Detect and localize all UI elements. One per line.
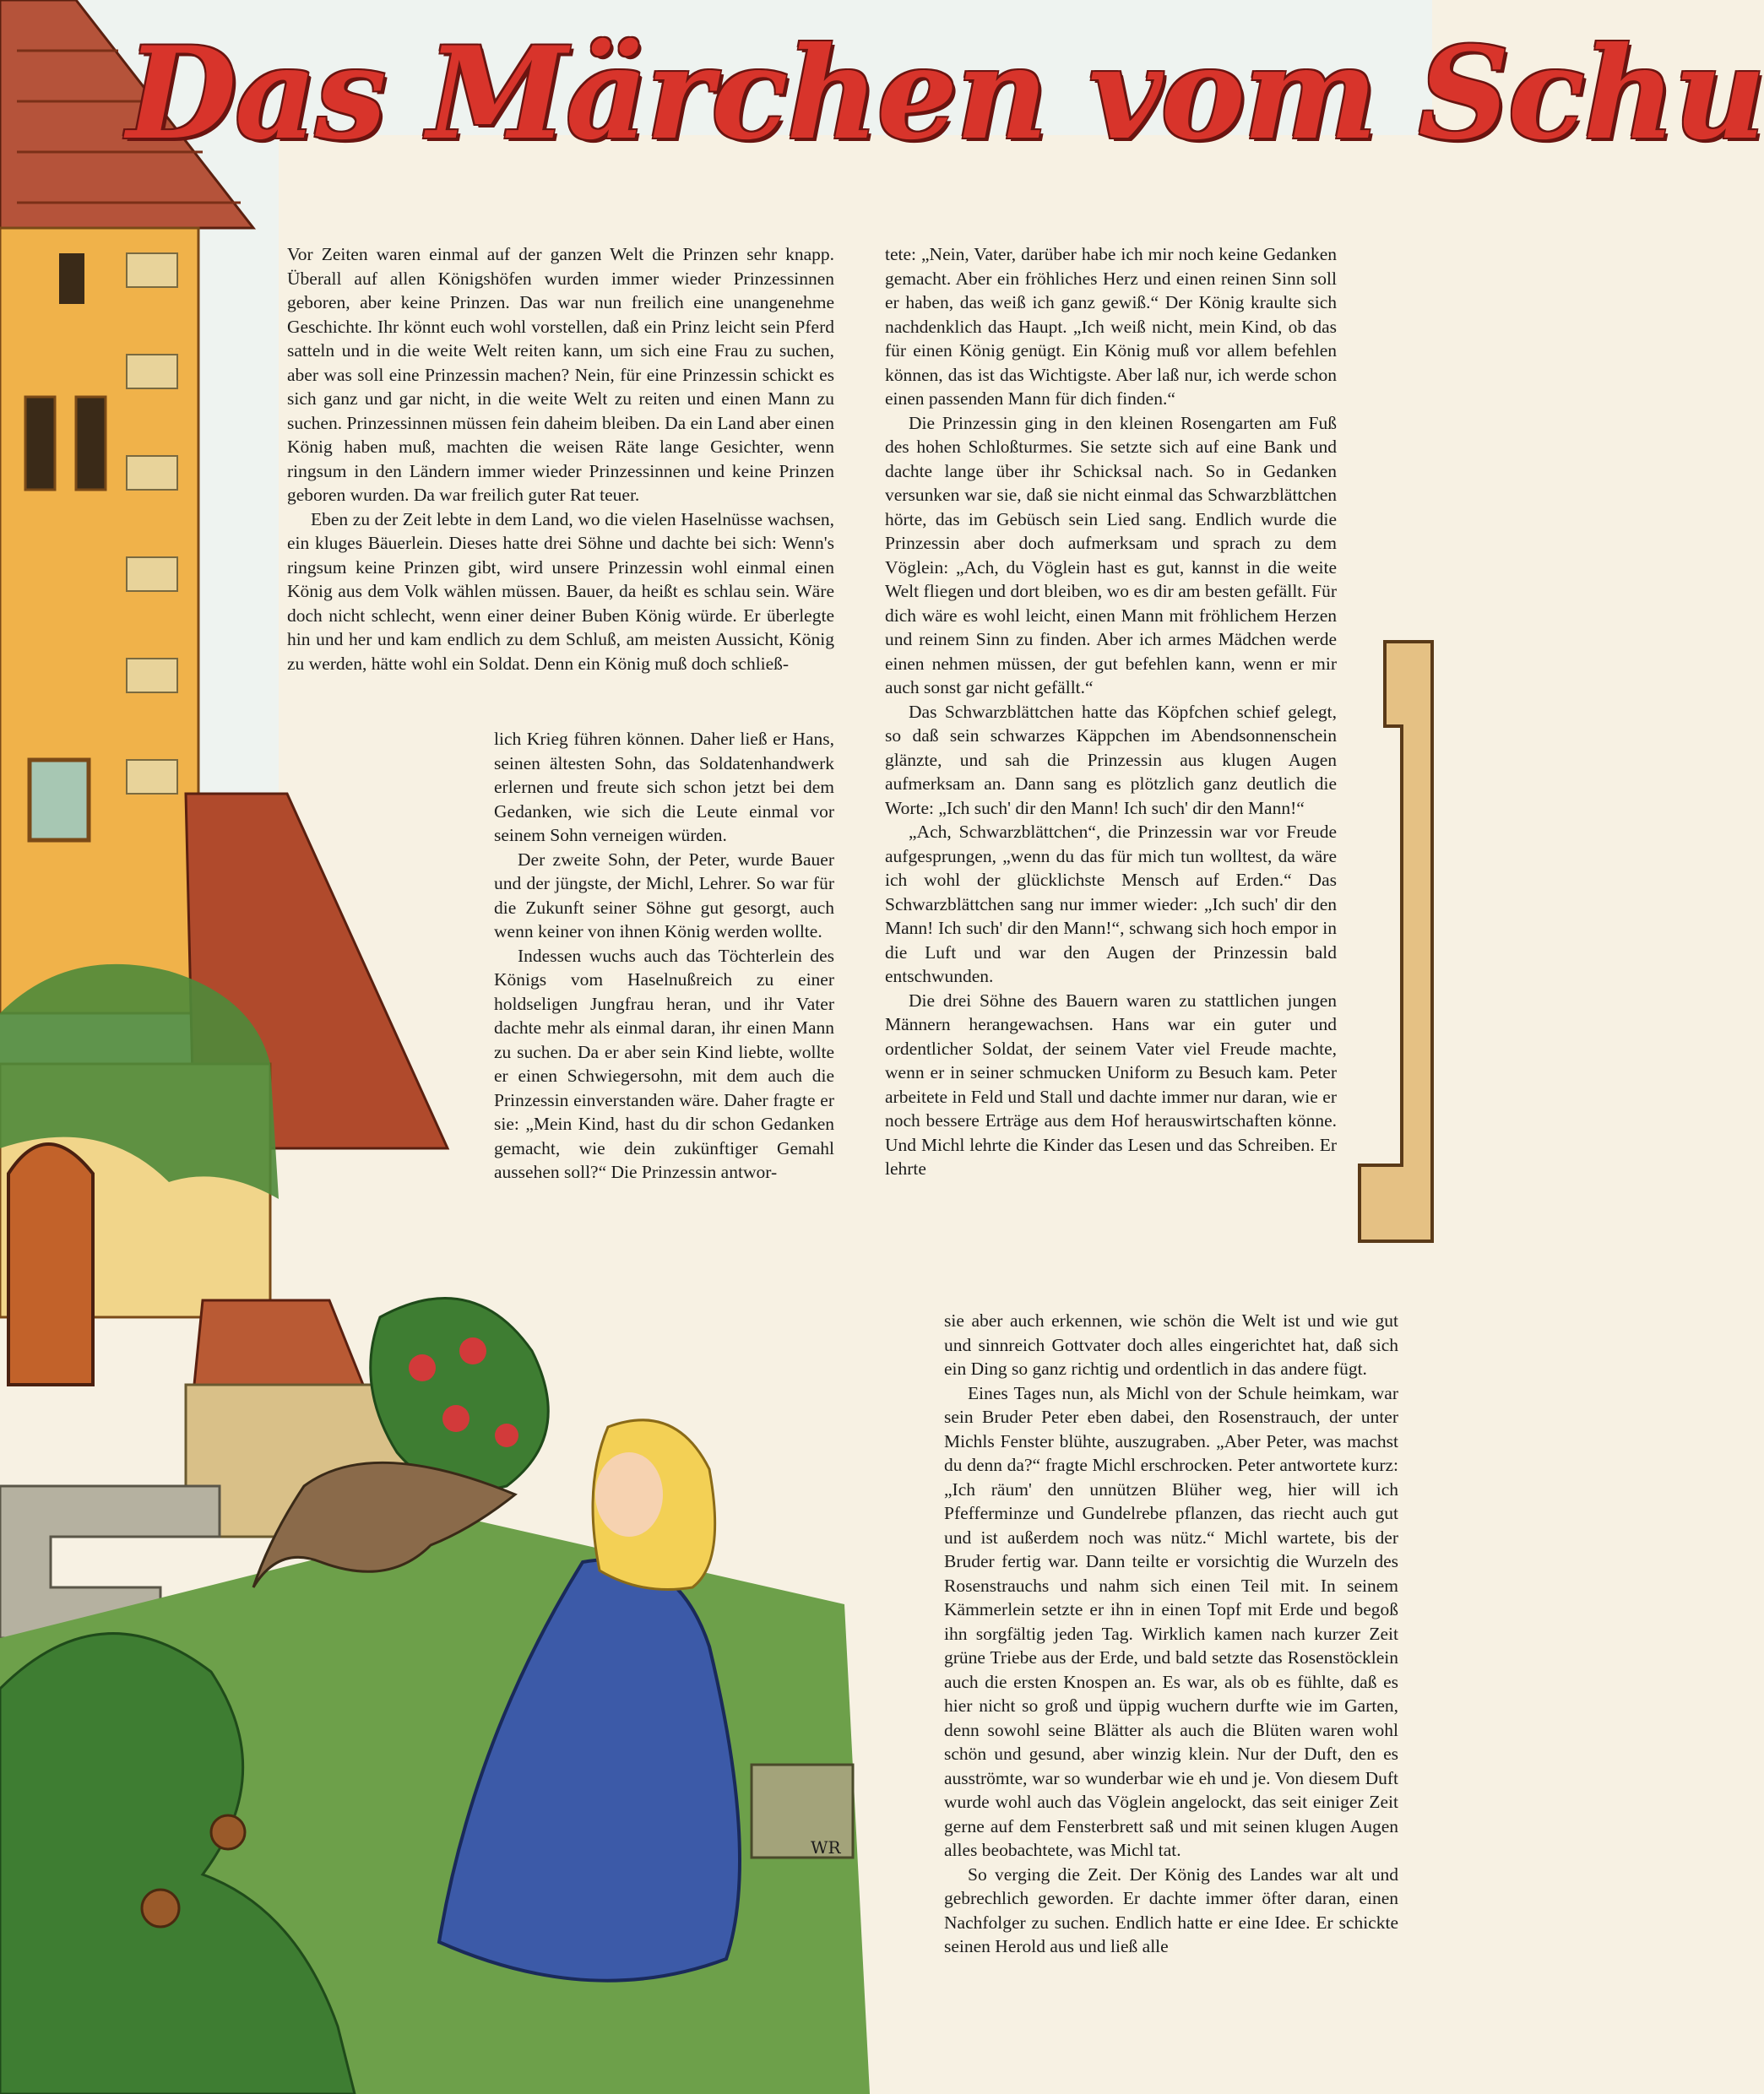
paragraph: Indessen wuchs auch das Töchterlein des Königs vom Haselnußreich zu einer holdseligen Jungfrau heran, und ihr Vater dachte mehr als einmal daran, ihr einen Mann zu suchen. Da er aber sein Kind liebte, wollte er einen Schwiegersohn, mit dem auch die Prinzessin einverstanden wäre. Daher fragte er sie: „Mein Kind, hast du dir schon Gedanken gemacht, wie dein zukünftiger Gemahl aussehen soll?“ Die Prinzessin antwor-	[494, 945, 834, 1182]
tower-wall	[0, 228, 198, 1013]
tower-window-small	[30, 760, 89, 840]
small-roof	[194, 1300, 363, 1385]
rose	[459, 1337, 486, 1364]
rose	[409, 1354, 436, 1381]
right-building	[1360, 642, 1432, 1241]
rose	[442, 1405, 469, 1432]
rose	[495, 1424, 518, 1447]
story-title: Das Märchen vom Schu	[127, 19, 1764, 168]
paragraph: lich Krieg führen können. Daher ließ er Hans, seinen ältesten Sohn, das Soldatenhandwerk erlernen und freute sich schon jetzt bei dem Gedanken, wie sich die Leute einmal vor seinem Sohn verneigen würden.	[494, 729, 834, 845]
princess-face	[595, 1452, 663, 1537]
hazelnut	[142, 1890, 179, 1927]
paragraph: tete: „Nein, Vater, darüber habe ich mir noch keine Gedanken gemacht. Aber ein fröhliches Herz und einen reinen Sinn soll er haben, das weiß ich ganz gewiß.“ Der König kraulte sich nachdenklich das Haupt. „Ich weiß nicht, mein Kind, ob das für einen König genügt. Ein König muß vor allem befehlen können, das ist das Wichtigste. Aber laß nur, ich werde schon einen passenden Mann für dich finden.“	[885, 244, 1337, 409]
artist-signature: WR	[811, 1837, 841, 1858]
paragraph: Das Schwarzblättchen hatte das Köpfchen schief gelegt, so daß sein schwarzes Käppchen im Abendsonnenschein glänzte, und sah die Prinzessin aus klugen Augen aufmerksam an. Dann sang es plötzlich ganz deutlich die Worte: „Ich such' dir den Mann! Ich such' dir den Mann!“	[885, 701, 1337, 818]
tower-window-top	[59, 253, 84, 304]
hazelnut	[211, 1815, 245, 1849]
paragraph: Vor Zeiten waren einmal auf der ganzen Welt die Prinzen sehr knapp. Überall auf allen Königshöfen wurden immer wieder Prinzessinnen geboren, aber keine Prinzen. Das war nun freilich eine unangenehme Geschichte. Ihr könnt euch wohl vorstellen, daß ein Prinz leicht sein Pferd satteln und in die weite Welt reiten kann, um sich eine Frau zu suchen, aber was soll eine Prinzessin machen? Nein, für eine Prinzessin schickt es sich ganz und gar nicht, in die weite Welt zu reiten und einen Mann zu suchen. Prinzessinnen müssen fein daheim bleiben. Da ein Land aber einen König haben muß, machten die weisen Räte lange Gesichter, wenn ringsum in den Ländern immer wieder Prinzessinnen und keine Prinzen geboren wurden. Da war freilich guter Rat teuer.	[287, 244, 834, 505]
paragraph: „Ach, Schwarzblättchen“, die Prinzessin war vor Freude aufgesprungen, „wenn du das für mich tun wolltest, da wäre ich wohl der glücklichste Mensch auf Erden.“ Das Schwarzblättchen sang nur immer wieder: „Ich such' dir den Mann! Ich such' dir den Mann!“, schwang sich hoch empor in die Luft und war den Augen der Prinzessin bald entschwunden.	[885, 822, 1337, 986]
text-column-left-top	[287, 242, 834, 675]
paragraph: So verging die Zeit. Der König des Landes war alt und gebrechlich geworden. Er dachte immer öfter daran, einen Nachfolger zu suchen. Endlich hatte er eine Idee. Er schickte seinen Herold aus und ließ alle	[944, 1863, 1398, 1956]
paragraph: Die Prinzessin ging in den kleinen Rosengarten am Fuß des hohen Schloßturmes. Sie setzte sich auf eine Bank und dachte lange über ihr Schicksal nach. So in Gedanken versunken war sie, daß sie nicht einmal das Schwarzblättchen hörte, das im Gebüsch sein Lied sang. Endlich wurde die Prinzessin aber doch aufmerksam und sprach zu dem Vöglein: „Ach, du Vöglein hast es gut, kannst in die weite Welt fliegen und dort bleiben, wo es dir am besten gefällt. Für dich wäre es wohl leicht, einen Mann mit fröhlichem Herzen und reinem Sinn zu finden. Aber ich armes Mädchen werde einen nehmen müssen, der gut befehlen kann, wenn er mir auch sonst gar nicht gefällt.“	[885, 412, 1337, 697]
paragraph: Eben zu der Zeit lebte in dem Land, wo die vielen Haselnüsse wachsen, ein kluges Bäuerlein. Dieses hatte drei Söhne und dachte bei sich: Wenn's ringsum keine Prinzen gibt, wird unsere Prinzessin wohl einmal einen König aus dem Volk wählen müssen. Bauer, da heißt es schlau sein. Wäre doch nicht schlecht, wenn einer deiner Buben König würde. Er überlegte hin und her und kam endlich zu dem Schluß, am meisten Aussicht, König zu werden, hätte wohl ein Soldat. Denn ein König muß doch schließ-	[287, 508, 834, 674]
door	[8, 1144, 93, 1385]
paragraph: Eines Tages nun, als Michl von der Schule heimkam, war sein Bruder Peter eben dabei, den Rosenstrauch, der unter Michls Fenster blühte, auszugraben. „Aber Peter, was machst du denn da?“ fragte Michl erschrocken. Peter antwortete kurz: „Ich räum' den unnützen Blüher weg, hier will ich Pfefferminze und Gundelrebe pflanzen, das riecht auch gut und ist außerdem noch was nütz.“ Michl wartete, bis der Bruder fertig war. Dann teilte er vorsichtig die Wurzeln des Rosenstrauchs und nahm sich einen Teil mit. In seinem Kämmerlein setzte er ihn in einen Topf mit Erde und begoß ihn sorgfältig jeden Tag. Wirklich kamen nach kurzer Zeit grüne Triebe aus der Erde, und bald setzte das Rosenstöcklein auch die ersten Knospen an. Es war, als ob es fühlte, daß es hier nicht so groß und üppig wuchern durfte wie im Garten, denn sowohl seine Blätter als auch die Blüten waren wohl schön und gesund, aber winzig klein. Nur der Duft, den es ausströmte, war so wunderbar wie eh und je. Von diesem Duft wurde wohl auch das Vöglein angelockt, das seit einiger Zeit gerne auf dem Fensterbrett saß und mit seinen klugen Augen alles beobachtete, was Michl tat.	[944, 1382, 1398, 1860]
text-column-right-bottom	[944, 1309, 1398, 1959]
paragraph: sie aber auch erkennen, wie schön die Welt ist und wie gut und sinnreich Gottvater doch alles eingerichtet hat, daß sich ein Ding so ganz richtig und ordentlich in das andere fügt.	[944, 1310, 1398, 1379]
paragraph: Die drei Söhne des Bauern waren zu stattlichen jungen Männern herangewachsen. Hans war ein guter und ordentlicher Soldat, der seinem Vater viel Freude machte, wenn er in seiner schmucken Uniform zu Besuch kam. Peter arbeitete in Feld und Stall und dachte immer nur daran, wie er noch bessere Erträge aus dem Hof herauswirtschaften könne. Und Michl lehrte die Kinder das Lesen und das Schreiben. Er lehrte	[885, 990, 1337, 1179]
text-column-left-bottom	[494, 727, 834, 1185]
text-column-right-top	[885, 242, 1337, 1181]
paragraph: Der zweite Sohn, der Peter, wurde Bauer und der jüngste, der Michl, Lehrer. So war für die Zukunft seiner Söhne gut gesorgt, auch wenn keiner von ihnen König werden wollte.	[494, 849, 834, 941]
